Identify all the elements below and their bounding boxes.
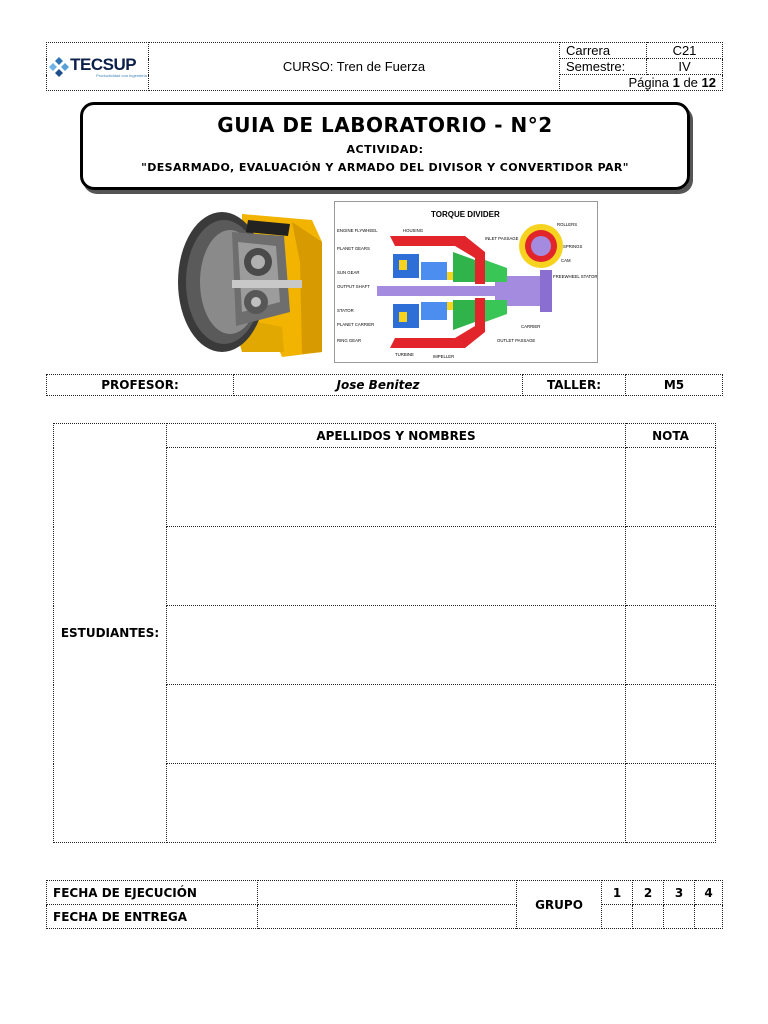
course-name: Tren de Fuerza bbox=[336, 59, 426, 74]
semestre-label: Semestre: bbox=[560, 59, 647, 75]
fecha-ejecucion-value[interactable] bbox=[258, 881, 517, 905]
student-name-cell[interactable] bbox=[167, 606, 626, 685]
carrera-value: C21 bbox=[647, 43, 723, 59]
label-engine-flywheel: ENGINE FLYWHEEL bbox=[337, 228, 378, 233]
label-stator: STATOR bbox=[337, 308, 354, 313]
student-name-cell[interactable] bbox=[167, 685, 626, 764]
group-option[interactable]: 3 bbox=[664, 881, 695, 905]
group-mark-cell[interactable] bbox=[602, 905, 633, 929]
student-grade-cell[interactable] bbox=[626, 606, 716, 685]
group-option[interactable]: 1 bbox=[602, 881, 633, 905]
student-grade-cell[interactable] bbox=[626, 764, 716, 843]
semestre-value: IV bbox=[647, 59, 723, 75]
taller-label: TALLER: bbox=[523, 375, 626, 396]
column-header-grade: NOTA bbox=[626, 424, 716, 448]
torque-divider-diagram bbox=[334, 201, 598, 363]
label-cam: CAM bbox=[561, 258, 571, 263]
group-option[interactable]: 2 bbox=[633, 881, 664, 905]
student-name-cell[interactable] bbox=[167, 764, 626, 843]
label-inlet-passage: INLET PASSAGE bbox=[485, 236, 519, 241]
group-mark-cell[interactable] bbox=[664, 905, 695, 929]
label-rollers: ROLLERS bbox=[557, 222, 578, 227]
tecsup-mark-icon bbox=[48, 56, 70, 78]
carrera-label: Carrera bbox=[560, 43, 647, 59]
tecsup-logo bbox=[47, 55, 148, 78]
course-label: CURSO: bbox=[282, 59, 334, 74]
activity-description: "DESARMADO, EVALUACIÓN Y ARMADO DEL DIVISOR Y CONVERTIDOR PAR" bbox=[141, 161, 629, 174]
label-carrier: CARRIER bbox=[521, 324, 541, 329]
label-output-shaft: OUTPUT SHAFT bbox=[337, 284, 370, 289]
title-box bbox=[80, 102, 690, 190]
document-header bbox=[46, 42, 723, 91]
diagram-title: TORQUE DIVIDER bbox=[431, 210, 500, 219]
student-grade-cell[interactable] bbox=[626, 527, 716, 606]
student-grade-cell[interactable] bbox=[626, 685, 716, 764]
label-turbine: TURBINE bbox=[395, 352, 414, 357]
profesor-label: PROFESOR: bbox=[47, 375, 234, 396]
students-table bbox=[53, 423, 716, 843]
label-impeller: IMPELLER bbox=[433, 354, 455, 359]
logo-tagline: Productividad con Ingeniería bbox=[96, 73, 147, 78]
label-housing: HOUSING bbox=[403, 228, 424, 233]
group-option[interactable]: 4 bbox=[695, 881, 723, 905]
logo-text: TECSUP bbox=[70, 55, 137, 74]
label-planet-carrier: PLANET CARRIER bbox=[337, 322, 375, 327]
student-grade-cell[interactable] bbox=[626, 448, 716, 527]
dates-table bbox=[46, 880, 723, 929]
label-outlet-passage: OUTLET PASSAGE bbox=[497, 338, 536, 343]
page-number: Página 1 de 12 bbox=[560, 75, 723, 91]
label-freewheel-stator: FREEWHEEL STATOR bbox=[553, 274, 597, 279]
group-mark-cell[interactable] bbox=[633, 905, 664, 929]
column-header-names: APELLIDOS Y NOMBRES bbox=[167, 424, 626, 448]
label-sun-gear: SUN GEAR bbox=[337, 270, 360, 275]
grupo-label: GRUPO bbox=[517, 881, 602, 929]
course-cell bbox=[149, 43, 560, 91]
taller-value: M5 bbox=[626, 375, 723, 396]
label-ring-gear: RING GEAR bbox=[337, 338, 362, 343]
fecha-entrega-label: FECHA DE ENTREGA bbox=[47, 905, 258, 929]
torque-divider-cutaway-image bbox=[172, 202, 328, 358]
students-label: ESTUDIANTES: bbox=[54, 424, 167, 843]
logo-cell bbox=[47, 43, 149, 91]
lab-title: GUIA DE LABORATORIO - N°2 bbox=[217, 113, 553, 137]
group-mark-cell[interactable] bbox=[695, 905, 723, 929]
fecha-ejecucion-label: FECHA DE EJECUCIÓN bbox=[47, 881, 258, 905]
student-name-cell[interactable] bbox=[167, 527, 626, 606]
label-springs: SPRINGS bbox=[563, 244, 583, 249]
fecha-entrega-value[interactable] bbox=[258, 905, 517, 929]
profesor-name: Jose Benitez bbox=[234, 375, 523, 396]
activity-label: ACTIVIDAD: bbox=[346, 143, 424, 156]
instructor-table bbox=[46, 374, 723, 396]
label-planet-gears: PLANET GEARS bbox=[337, 246, 370, 251]
student-name-cell[interactable] bbox=[167, 448, 626, 527]
